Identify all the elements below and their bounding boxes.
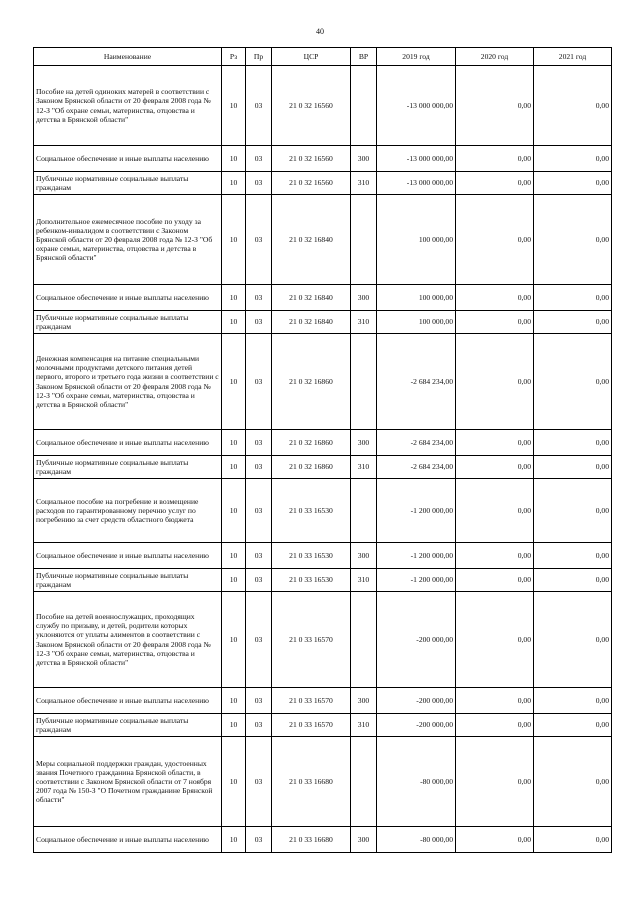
cell-csr: 21 0 32 16860 xyxy=(272,456,351,479)
cell-2020: 0,00 xyxy=(456,543,534,569)
cell-2020: 0,00 xyxy=(456,737,534,827)
cell-vr: 310 xyxy=(351,456,377,479)
cell-2021: 0,00 xyxy=(534,172,612,195)
table-row xyxy=(34,569,612,592)
cell-rz: 10 xyxy=(222,334,246,430)
cell-pr: 03 xyxy=(246,430,272,456)
cell-2020: 0,00 xyxy=(456,311,534,334)
cell-2021: 0,00 xyxy=(534,66,612,146)
cell-2019: 100 000,00 xyxy=(377,311,456,334)
header-vr: ВР xyxy=(351,48,377,66)
cell-csr: 21 0 32 16840 xyxy=(272,311,351,334)
cell-2021: 0,00 xyxy=(534,430,612,456)
cell-2021: 0,00 xyxy=(534,334,612,430)
cell-2019: -1 200 000,00 xyxy=(377,479,456,543)
cell-vr xyxy=(351,737,377,827)
cell-2021: 0,00 xyxy=(534,311,612,334)
page-number: 40 xyxy=(316,27,324,36)
cell-2020: 0,00 xyxy=(456,285,534,311)
cell-name: Публичные нормативные социальные выплаты гражданам xyxy=(34,311,222,334)
cell-rz: 10 xyxy=(222,569,246,592)
cell-rz: 10 xyxy=(222,311,246,334)
cell-name: Меры социальной поддержки граждан, удостоенных звания Почетного гражданина Брянской области, в соответствии с Законом Брянской области от 7 ноября 2007 года № 150-З "О Почетном гражданине Брянской области" xyxy=(34,737,222,827)
cell-2021: 0,00 xyxy=(534,592,612,688)
cell-2021: 0,00 xyxy=(534,737,612,827)
cell-vr xyxy=(351,479,377,543)
cell-vr: 310 xyxy=(351,569,377,592)
cell-pr: 03 xyxy=(246,827,272,853)
cell-name: Социальное обеспечение и иные выплаты населению xyxy=(34,285,222,311)
cell-vr: 300 xyxy=(351,543,377,569)
cell-rz: 10 xyxy=(222,827,246,853)
cell-2019: -13 000 000,00 xyxy=(377,172,456,195)
cell-2021: 0,00 xyxy=(534,195,612,285)
cell-rz: 10 xyxy=(222,66,246,146)
cell-2020: 0,00 xyxy=(456,66,534,146)
cell-2020: 0,00 xyxy=(456,430,534,456)
cell-vr: 300 xyxy=(351,688,377,714)
cell-vr: 300 xyxy=(351,827,377,853)
header-csr: ЦСР xyxy=(272,48,351,66)
table-row xyxy=(34,827,612,853)
cell-2020: 0,00 xyxy=(456,827,534,853)
cell-name: Пособие на детей одиноких матерей в соответствии с Законом Брянской области от 20 февраля 2008 года № 12-З "Об охране семьи, материнства, отцовства и детства в Брянской области" xyxy=(34,66,222,146)
cell-pr: 03 xyxy=(246,714,272,737)
cell-rz: 10 xyxy=(222,195,246,285)
cell-pr: 03 xyxy=(246,334,272,430)
cell-2020: 0,00 xyxy=(456,195,534,285)
cell-vr xyxy=(351,195,377,285)
cell-vr xyxy=(351,592,377,688)
cell-pr: 03 xyxy=(246,543,272,569)
cell-2021: 0,00 xyxy=(534,456,612,479)
cell-2020: 0,00 xyxy=(456,456,534,479)
table-row xyxy=(34,146,612,172)
cell-name: Дополнительное ежемесячное пособие по уходу за ребенком-инвалидом в соответствии с Законом Брянской области от 20 февраля 2008 года № 12-З "Об охране семьи, материнства, отцовства и детства в Брянской области" xyxy=(34,195,222,285)
cell-rz: 10 xyxy=(222,456,246,479)
cell-pr: 03 xyxy=(246,737,272,827)
table-row xyxy=(34,456,612,479)
cell-vr: 310 xyxy=(351,714,377,737)
cell-pr: 03 xyxy=(246,311,272,334)
cell-csr: 21 0 32 16840 xyxy=(272,195,351,285)
cell-pr: 03 xyxy=(246,456,272,479)
cell-2021: 0,00 xyxy=(534,285,612,311)
header-name: Наименование xyxy=(34,48,222,66)
cell-2020: 0,00 xyxy=(456,569,534,592)
cell-csr: 21 0 33 16570 xyxy=(272,688,351,714)
cell-2021: 0,00 xyxy=(534,688,612,714)
cell-name: Социальное обеспечение и иные выплаты населению xyxy=(34,688,222,714)
cell-csr: 21 0 33 16530 xyxy=(272,569,351,592)
cell-2019: -2 684 234,00 xyxy=(377,456,456,479)
cell-csr: 21 0 32 16860 xyxy=(272,430,351,456)
cell-2021: 0,00 xyxy=(534,569,612,592)
cell-2021: 0,00 xyxy=(534,714,612,737)
cell-name: Социальное обеспечение и иные выплаты населению xyxy=(34,543,222,569)
cell-name: Социальное обеспечение и иные выплаты населению xyxy=(34,146,222,172)
table-row xyxy=(34,66,612,146)
cell-pr: 03 xyxy=(246,172,272,195)
cell-pr: 03 xyxy=(246,66,272,146)
cell-name: Публичные нормативные социальные выплаты гражданам xyxy=(34,714,222,737)
cell-rz: 10 xyxy=(222,543,246,569)
cell-vr: 310 xyxy=(351,172,377,195)
cell-csr: 21 0 32 16560 xyxy=(272,66,351,146)
cell-rz: 10 xyxy=(222,737,246,827)
cell-name: Пособие на детей военнослужащих, проходящих службу по призыву, и детей, родители которых уклоняются от уплаты алиментов в соответствии с Законом Брянской области от 20 февраля 2008 года № 12-З "Об охране семьи, материнства, отцовства и детства в Брянской области" xyxy=(34,592,222,688)
cell-vr: 310 xyxy=(351,311,377,334)
cell-csr: 21 0 33 16530 xyxy=(272,543,351,569)
table-row xyxy=(34,737,612,827)
cell-rz: 10 xyxy=(222,479,246,543)
cell-2020: 0,00 xyxy=(456,479,534,543)
cell-rz: 10 xyxy=(222,714,246,737)
cell-csr: 21 0 32 16860 xyxy=(272,334,351,430)
cell-2020: 0,00 xyxy=(456,592,534,688)
table-row xyxy=(34,479,612,543)
cell-2020: 0,00 xyxy=(456,688,534,714)
cell-2019: 100 000,00 xyxy=(377,195,456,285)
cell-pr: 03 xyxy=(246,195,272,285)
cell-2019: -1 200 000,00 xyxy=(377,543,456,569)
cell-2020: 0,00 xyxy=(456,714,534,737)
table-row xyxy=(34,311,612,334)
cell-2020: 0,00 xyxy=(456,146,534,172)
cell-name: Публичные нормативные социальные выплаты гражданам xyxy=(34,172,222,195)
cell-pr: 03 xyxy=(246,569,272,592)
cell-2019: -200 000,00 xyxy=(377,592,456,688)
cell-2019: -1 200 000,00 xyxy=(377,569,456,592)
cell-vr xyxy=(351,66,377,146)
cell-name: Денежная компенсация на питание специальными молочными продуктами детского питания детей первого, второго и третьего года жизни в соответствии с Законом Брянской области от 20 февраля 2008 года № 12-З "Об охране семьи, материнства, отцовства и детства в Брянской области" xyxy=(34,334,222,430)
header-2021: 2021 год xyxy=(534,48,612,66)
cell-pr: 03 xyxy=(246,688,272,714)
cell-pr: 03 xyxy=(246,592,272,688)
cell-2019: 100 000,00 xyxy=(377,285,456,311)
cell-name: Социальное обеспечение и иные выплаты населению xyxy=(34,827,222,853)
cell-2019: -80 000,00 xyxy=(377,827,456,853)
cell-2019: -200 000,00 xyxy=(377,688,456,714)
cell-csr: 21 0 32 16560 xyxy=(272,172,351,195)
cell-vr: 300 xyxy=(351,285,377,311)
table-row xyxy=(34,543,612,569)
table-row xyxy=(34,714,612,737)
cell-2019: -2 684 234,00 xyxy=(377,430,456,456)
cell-2019: -13 000 000,00 xyxy=(377,146,456,172)
cell-pr: 03 xyxy=(246,146,272,172)
table-row xyxy=(34,285,612,311)
cell-pr: 03 xyxy=(246,285,272,311)
table-row xyxy=(34,688,612,714)
cell-vr xyxy=(351,334,377,430)
budget-table xyxy=(33,47,612,853)
cell-name: Социальное обеспечение и иные выплаты населению xyxy=(34,430,222,456)
cell-name: Социальное пособие на погребение и возмещение расходов по гарантированному перечню услуг по погребению за счет средств областного бюджета xyxy=(34,479,222,543)
cell-2019: -13 000 000,00 xyxy=(377,66,456,146)
table-row xyxy=(34,172,612,195)
cell-2021: 0,00 xyxy=(534,543,612,569)
cell-rz: 10 xyxy=(222,146,246,172)
cell-2019: -80 000,00 xyxy=(377,737,456,827)
cell-csr: 21 0 33 16680 xyxy=(272,737,351,827)
cell-2020: 0,00 xyxy=(456,172,534,195)
header-rz: Рз xyxy=(222,48,246,66)
table-row xyxy=(34,334,612,430)
cell-rz: 10 xyxy=(222,172,246,195)
cell-csr: 21 0 32 16840 xyxy=(272,285,351,311)
cell-csr: 21 0 33 16680 xyxy=(272,827,351,853)
cell-name: Публичные нормативные социальные выплаты гражданам xyxy=(34,569,222,592)
cell-name: Публичные нормативные социальные выплаты гражданам xyxy=(34,456,222,479)
table-row xyxy=(34,430,612,456)
cell-2021: 0,00 xyxy=(534,827,612,853)
cell-2019: -200 000,00 xyxy=(377,714,456,737)
cell-vr: 300 xyxy=(351,430,377,456)
cell-rz: 10 xyxy=(222,688,246,714)
cell-csr: 21 0 33 16570 xyxy=(272,592,351,688)
cell-csr: 21 0 33 16530 xyxy=(272,479,351,543)
cell-rz: 10 xyxy=(222,430,246,456)
cell-pr: 03 xyxy=(246,479,272,543)
header-2020: 2020 год xyxy=(456,48,534,66)
table-row xyxy=(34,592,612,688)
cell-csr: 21 0 32 16560 xyxy=(272,146,351,172)
cell-2019: -2 684 234,00 xyxy=(377,334,456,430)
table-row xyxy=(34,195,612,285)
table-header-row xyxy=(34,48,612,66)
cell-2020: 0,00 xyxy=(456,334,534,430)
cell-rz: 10 xyxy=(222,285,246,311)
cell-2021: 0,00 xyxy=(534,146,612,172)
header-2019: 2019 год xyxy=(377,48,456,66)
cell-csr: 21 0 33 16570 xyxy=(272,714,351,737)
cell-rz: 10 xyxy=(222,592,246,688)
cell-2021: 0,00 xyxy=(534,479,612,543)
header-pr: Пр xyxy=(246,48,272,66)
cell-vr: 300 xyxy=(351,146,377,172)
